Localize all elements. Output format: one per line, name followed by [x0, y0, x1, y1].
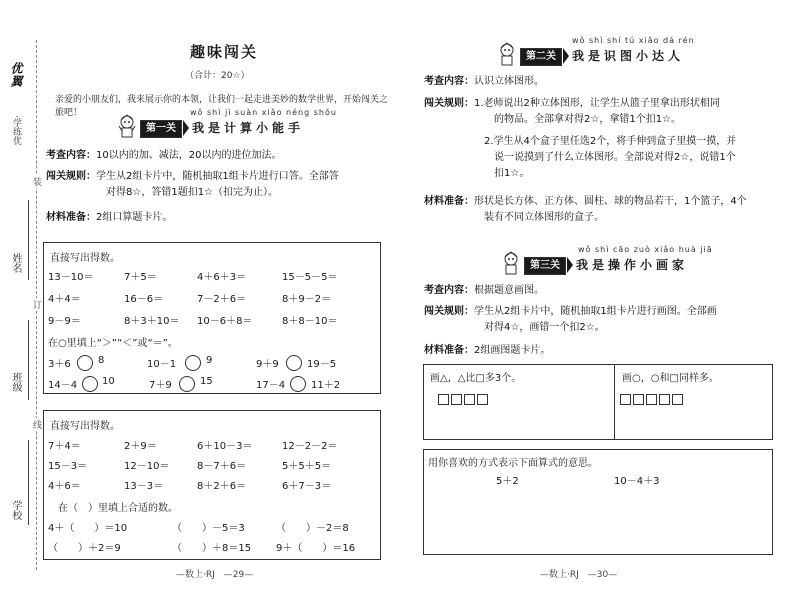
school-field-line[interactable] [28, 440, 29, 525]
answer-area-1[interactable] [434, 490, 594, 548]
stage1-title: 我是计算小能手 [192, 121, 305, 135]
equation: 6＋7－3＝ [282, 481, 332, 492]
rule-line-1: 学生从2组卡片中，随机抽取1组卡片进行口答。全部答 [96, 171, 339, 182]
stage1-pinyin: wǒ shì jì suàn xiǎo néng shǒu [190, 108, 337, 117]
compare-left: 9＋9 [256, 359, 279, 370]
content-text: 根据题意画图。 [474, 285, 544, 296]
blank-equation[interactable]: （ ）－2＝8 [276, 523, 349, 534]
intro-text: 亲爱的小朋友们，我来展示你的本领，让我们一起走进美妙的数学世界，开始闯关之旅吧！ [55, 95, 389, 118]
stage3-prep [424, 343, 784, 359]
stage3-pinyin: wǒ shì cāo zuò xiǎo huà jiā [578, 245, 713, 254]
equation: 13－10＝ [48, 272, 94, 283]
mascot-icon [496, 42, 518, 68]
meaning-caption: 用你喜欢的方式表示下面算式的意思。 [428, 458, 598, 469]
draw-area-left[interactable] [472, 401, 602, 435]
stage1-badge-arrow [183, 120, 189, 136]
content-label: 考查内容： [424, 76, 474, 87]
calc-card-2 [43, 410, 381, 560]
equation: 5＋5＋5＝ [282, 461, 332, 472]
compare-circle[interactable] [82, 376, 98, 392]
compare-right: 15 [200, 376, 213, 387]
prep-label: 材料准备： [424, 345, 474, 356]
stage3-badge-arrow [567, 257, 573, 273]
compare-right: 9 [206, 355, 213, 366]
content-label: 考查内容： [424, 285, 474, 296]
stage2-badge-arrow [563, 48, 569, 64]
stage3-header [500, 251, 720, 279]
compare-left: 7＋9 [149, 380, 172, 391]
stage1-badge: 第一关 [140, 120, 182, 138]
equation: 4＋6＋3＝ [197, 272, 247, 283]
rule-2-line-1: 2.学生从4个盒子里任选2个，将手伸到盒子里摸一摸，并 [484, 136, 737, 147]
compare-circle[interactable] [179, 376, 195, 392]
equation: 13－3＝ [124, 481, 164, 492]
stage3-content [424, 283, 784, 299]
content-label: 考查内容： [46, 150, 96, 161]
compare-left: 3＋6 [48, 359, 71, 370]
answer-area-2[interactable] [604, 490, 764, 548]
equation: 4＋4＝ [48, 294, 81, 305]
rule-label: 闯关规则： [424, 98, 474, 109]
prep-text: 2组口算题卡片。 [96, 212, 173, 223]
stage3-title: 我是操作小画家 [576, 258, 689, 272]
compare-right: 8 [98, 355, 105, 366]
stage2-pinyin: wǒ shì shí tú xiǎo dá rén [572, 36, 695, 45]
brand-logo: 优翼 [9, 62, 23, 88]
equation: 12－10＝ [124, 461, 170, 472]
rule-1-line-2: 的物品。全部拿对得2☆，拿错1个扣1☆。 [494, 114, 682, 125]
stage2-rules [424, 96, 784, 182]
equation: 4＋6＝ [48, 481, 81, 492]
rule-line-2: 对得8☆，答错1题扣1☆（扣完为止）。 [106, 187, 279, 198]
compare-left: 10－1 [147, 359, 177, 370]
mascot-icon [500, 251, 522, 277]
content-text: 认识立体图形。 [474, 76, 544, 87]
rule-line-2: 对得4☆，画错一个扣2☆。 [484, 322, 605, 333]
compare-circle[interactable] [77, 355, 93, 371]
equation: 6＋10－3＝ [197, 441, 253, 452]
compare-circle[interactable] [290, 376, 306, 392]
rule-label: 闯关规则： [46, 171, 96, 182]
instruction-text: 在○里填上“＞”“＜”或“＝”。 [48, 338, 178, 349]
meaning-card [423, 449, 773, 555]
compare-right: 10 [102, 376, 115, 387]
equation: 15－3＝ [48, 461, 88, 472]
prep-line-1: 形状是长方体、正方体、圆柱、球的物品若干，1个篮子，4个 [474, 196, 747, 207]
rule-line-1: 学生从2组卡片中，随机抽取1组卡片进行画图。全部画 [474, 306, 717, 317]
stage1-prep [46, 210, 396, 226]
card1-caption: 直接写出得数。 [50, 253, 120, 264]
content-text: 10以内的加、减法，20以内的进位加法。 [96, 150, 282, 161]
equation: 16－6＝ [124, 294, 164, 305]
blank-equation[interactable]: （ ）＋2＝9 [48, 543, 121, 554]
class-field-label: 班级 [10, 372, 21, 392]
equation: 2＋9＝ [124, 441, 157, 452]
blank-equation[interactable]: 9＋（ ）＝16 [276, 543, 356, 554]
class-field-line[interactable] [28, 320, 29, 400]
blank-equation[interactable]: （ ）－5＝3 [172, 523, 245, 534]
equation: 12－2－2＝ [282, 441, 338, 452]
cut-label-mid: 订 [33, 298, 42, 311]
card2-caption: 直接写出得数。 [50, 421, 120, 432]
total-stars: （合计：20☆） [185, 71, 250, 81]
compare-right: 11＋2 [311, 380, 341, 391]
equation: 10－6＋8＝ [197, 316, 253, 327]
compare-right: 19－5 [307, 359, 337, 370]
equation: 15－5－5＝ [282, 272, 338, 283]
draw-card-divider [614, 365, 615, 439]
compare-left: 17－4 [256, 380, 286, 391]
equation: 8＋2＋6＝ [197, 481, 247, 492]
binding-strip [0, 0, 42, 592]
page-number-left: —数上·RJ —29— [176, 570, 254, 580]
stage3-badge: 第三关 [524, 257, 566, 275]
name-field-label: 姓名 [10, 253, 21, 273]
expression-1: 5＋2 [496, 476, 519, 487]
equation: 7＋4＝ [48, 441, 81, 452]
draw-task-right: 画○，○和□同样多。 [622, 373, 719, 384]
compare-circle[interactable] [185, 355, 201, 371]
stage2-prep [424, 194, 784, 226]
draw-task-left: 画△，△比□多3个。 [430, 373, 522, 384]
equation: 7＋5＝ [124, 272, 157, 283]
page-number-right: —数上·RJ —30— [540, 570, 618, 580]
school-field-label: 学校 [10, 500, 21, 520]
instruction-text: 在（ ）里填上合适的数。 [58, 503, 178, 514]
equation: 8－7＋6＝ [197, 461, 247, 472]
compare-circle[interactable] [286, 355, 302, 371]
brand-subtitle: ·学练优 [11, 115, 21, 145]
name-field-line[interactable] [28, 200, 29, 280]
stage2-title: 我是识图小达人 [572, 49, 685, 63]
stage1-rules [46, 169, 398, 201]
stage2-header [496, 42, 716, 70]
equation: 8＋9－2＝ [282, 294, 332, 305]
prep-text: 2组画图题卡片。 [474, 345, 551, 356]
prep-line-2: 装有不同立体图形的盒子。 [484, 212, 604, 223]
rule-1-line-1: 1.老师说出2种立体图形，让学生从篮子里拿出形状相同 [474, 98, 720, 109]
stage1-header [116, 114, 336, 142]
rule-2-line-2: 说一说摸到了什么立体图形。全部说对得2☆，说错1个 [494, 152, 736, 163]
stage1-content [46, 148, 396, 164]
stage2-badge: 第二关 [520, 48, 562, 66]
equation: 8＋3＋10＝ [124, 316, 180, 327]
prep-label: 材料准备： [424, 196, 474, 207]
stage2-content [424, 74, 784, 90]
stage3-rules [424, 304, 784, 336]
equation: 9－9＝ [48, 316, 81, 327]
cut-label-bottom: 线 [33, 418, 42, 431]
equation: 7－2＋6＝ [197, 294, 247, 305]
compare-left: 14－4 [48, 380, 78, 391]
blank-equation[interactable]: （ ）＋8＝15 [172, 543, 252, 554]
rule-label: 闯关规则： [424, 306, 474, 317]
prep-label: 材料准备： [46, 212, 96, 223]
draw-area-right[interactable] [624, 405, 764, 435]
cut-label-top: 装 [33, 175, 42, 188]
rule-2-line-3: 扣1☆。 [494, 168, 530, 179]
calc-card-1 [43, 242, 381, 394]
equation: 8＋8－10＝ [282, 316, 338, 327]
blank-equation[interactable]: 4＋（ ）＝10 [48, 523, 128, 534]
draw-card [423, 364, 773, 440]
expression-2: 10－4＋3 [614, 476, 660, 487]
page-title: 趣味闯关 [190, 43, 259, 61]
mascot-icon [116, 114, 138, 140]
